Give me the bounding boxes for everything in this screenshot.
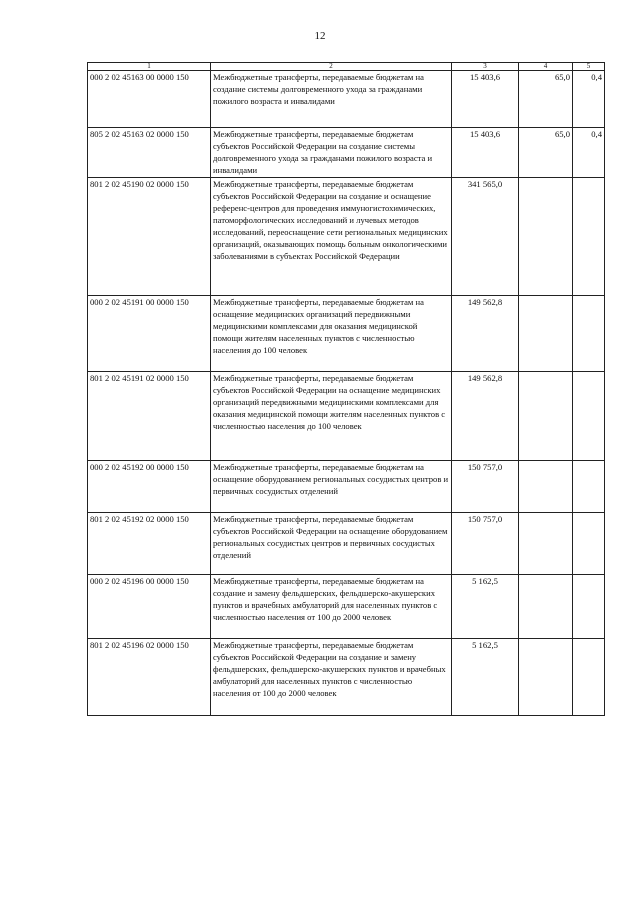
column-header-share: 5	[573, 63, 605, 71]
description: Межбюджетные трансферты, передаваемые бюджетам субъектов Российской Федерации на создание и оснащение референс-центров для проведения иммуногистохимических, патоморфологических исследований и лучевых методов исследований, переоснащение сети региональных медицинских организаций, оказывающих помощь больным онкологическими заболеваниями в субъектах Российской Федерации	[211, 178, 452, 296]
budget-code: 000 2 02 45196 00 0000 150	[88, 575, 211, 639]
budget-code: 000 2 02 45192 00 0000 150	[88, 461, 211, 513]
percent	[519, 372, 573, 461]
percent: 65,0	[519, 128, 573, 178]
table-row	[88, 178, 605, 296]
budget-code: 801 2 02 45192 02 0000 150	[88, 513, 211, 575]
amount: 15 403,6	[452, 71, 519, 128]
share	[573, 372, 605, 461]
description: Межбюджетные трансферты, передаваемые бюджетам субъектов Российской Федерации на создание и замену фельдшерских, фельдшерско-акушерских пунктов и врачебных амбулаторий для населенных пунктов с численностью населения от 100 до 2000 человек	[211, 639, 452, 716]
amount: 150 757,0	[452, 461, 519, 513]
budget-code: 000 2 02 45163 00 0000 150	[88, 71, 211, 128]
percent	[519, 296, 573, 372]
header-row	[88, 63, 605, 71]
share	[573, 296, 605, 372]
amount: 149 562,8	[452, 372, 519, 461]
table-row	[88, 71, 605, 128]
budget-code: 801 2 02 45191 02 0000 150	[88, 372, 211, 461]
amount: 341 565,0	[452, 178, 519, 296]
share	[573, 639, 605, 716]
table-row	[88, 461, 605, 513]
description: Межбюджетные трансферты, передаваемые бюджетам субъектов Российской Федерации на оснащение оборудованием региональных сосудистых центров и первичных сосудистых отделений	[211, 513, 452, 575]
budget-code: 801 2 02 45196 02 0000 150	[88, 639, 211, 716]
table-row	[88, 513, 605, 575]
share	[573, 461, 605, 513]
table-row	[88, 296, 605, 372]
percent	[519, 513, 573, 575]
description: Межбюджетные трансферты, передаваемые бюджетам на создание и замену фельдшерских, фельдшерско-акушерских пунктов и врачебных амбулаторий для населенных пунктов с численностью населения от 100 до 2000 человек	[211, 575, 452, 639]
column-header-code: 1	[88, 63, 211, 71]
amount: 5 162,5	[452, 639, 519, 716]
budget-code: 801 2 02 45190 02 0000 150	[88, 178, 211, 296]
percent	[519, 575, 573, 639]
table-row	[88, 128, 605, 178]
column-header-amount: 3	[452, 63, 519, 71]
column-header-percent: 4	[519, 63, 573, 71]
description: Межбюджетные трансферты, передаваемые бюджетам субъектов Российской Федерации на оснащение медицинских организаций передвижными медицинскими комплексами для оказания медицинской помощи жителям населенных пунктов с численностью населения до 100 человек	[211, 372, 452, 461]
budget-table	[87, 62, 605, 716]
amount: 15 403,6	[452, 128, 519, 178]
percent	[519, 461, 573, 513]
page-number: 12	[314, 30, 326, 42]
amount: 150 757,0	[452, 513, 519, 575]
column-header-description: 2	[211, 63, 452, 71]
table-row	[88, 639, 605, 716]
percent	[519, 639, 573, 716]
description: Межбюджетные трансферты, передаваемые бюджетам субъектов Российской Федерации на создание системы долговременного ухода за гражданами пожилого возраста и инвалидами	[211, 128, 452, 178]
share	[573, 575, 605, 639]
table-row	[88, 372, 605, 461]
amount: 5 162,5	[452, 575, 519, 639]
description: Межбюджетные трансферты, передаваемые бюджетам на создание системы долговременного ухода за гражданами пожилого возраста и инвалидами	[211, 71, 452, 128]
percent	[519, 178, 573, 296]
description: Межбюджетные трансферты, передаваемые бюджетам на оснащение медицинских организаций передвижными медицинскими комплексами для оказания медицинской помощи жителям населенных пунктов с численностью населения до 100 человек	[211, 296, 452, 372]
description: Межбюджетные трансферты, передаваемые бюджетам на оснащение оборудованием региональных сосудистых центров и первичных сосудистых отделений	[211, 461, 452, 513]
table-row	[88, 575, 605, 639]
budget-code: 805 2 02 45163 02 0000 150	[88, 128, 211, 178]
amount: 149 562,8	[452, 296, 519, 372]
share: 0,4	[573, 71, 605, 128]
share: 0,4	[573, 128, 605, 178]
share	[573, 513, 605, 575]
share	[573, 178, 605, 296]
budget-code: 000 2 02 45191 00 0000 150	[88, 296, 211, 372]
percent: 65,0	[519, 71, 573, 128]
